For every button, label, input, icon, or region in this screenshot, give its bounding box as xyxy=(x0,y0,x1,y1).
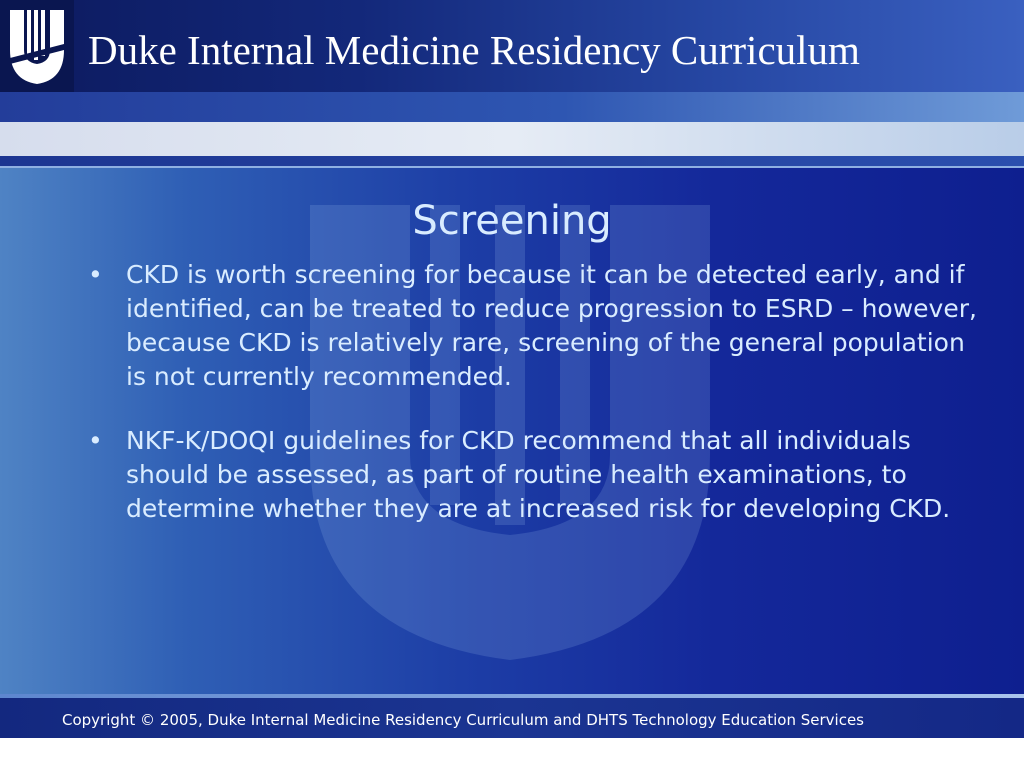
header-title: Duke Internal Medicine Residency Curriculum xyxy=(88,27,860,73)
bullet-item xyxy=(88,424,978,526)
header-bar xyxy=(0,0,1024,92)
bullet-dot-icon: • xyxy=(88,426,103,455)
bullet-item xyxy=(88,258,978,394)
bullet-text: CKD is worth screening for because it can be detected early, and if identified, can be treated to reduce progression to ESRD – however, because CKD is relatively rare, screening of the general population is not currently recommended. xyxy=(126,260,977,391)
footer-bar xyxy=(0,698,1024,738)
copyright-text: Copyright © 2005, Duke Internal Medicine Residency Curriculum and DHTS Technology Education Services xyxy=(62,711,864,729)
header-light-band xyxy=(0,122,1024,156)
bullet-dot-icon: • xyxy=(88,260,103,289)
duke-shield-logo-icon xyxy=(6,6,68,86)
logo-container xyxy=(0,0,74,92)
header-divider-band xyxy=(0,156,1024,168)
bullet-list xyxy=(88,258,978,526)
bullet-text: NKF-K/DOQI guidelines for CKD recommend that all individuals should be assessed, as part of routine health examinations, to determine whether they are at increased risk for developing CKD. xyxy=(126,426,951,523)
header-accent-band xyxy=(0,92,1024,122)
slide-title: Screening xyxy=(412,198,612,244)
